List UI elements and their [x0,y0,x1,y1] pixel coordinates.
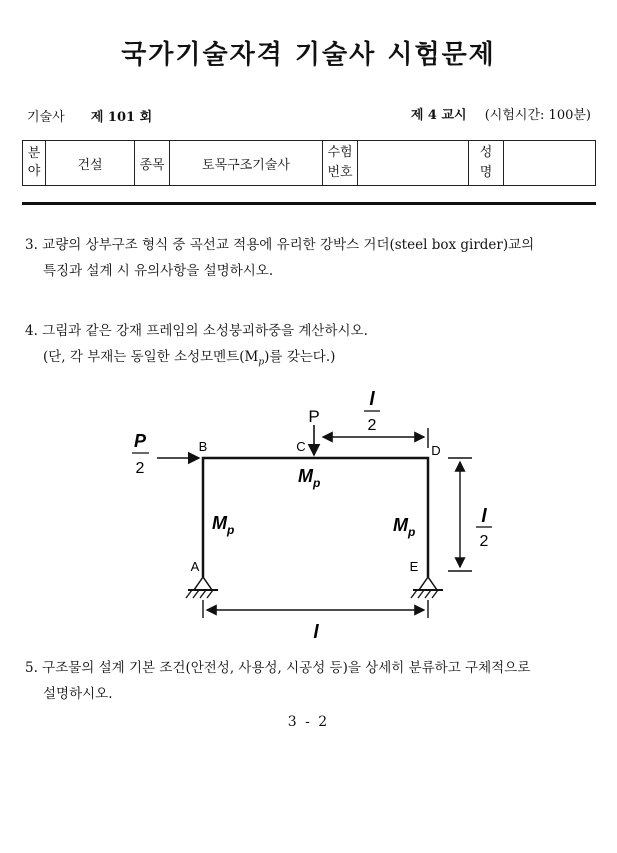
support-A [186,577,218,598]
page-title: 국가기술자격 기술사 시험문제 [121,40,496,70]
info-table [22,140,596,186]
dim-top-den: 2 [367,417,377,434]
q4-note: (단, 각 부재는 동일한 소성모멘트(M [43,349,259,365]
exam-no-label [323,141,358,186]
category-value: 토목구조기술사 [170,141,323,186]
exam-session: 제 4 교시 [410,108,467,123]
dim-right-den: 2 [479,533,489,550]
dim-right-num: l [481,506,487,527]
field-label-text: 분야 [27,146,41,179]
exam-no-label-2: 번호 [327,165,353,180]
load-h-den: 2 [135,460,145,477]
q3-line1: 3. 교량의 상부구조 형식 중 곡선교 적용에 유리한 강박스 거더(steel box girder)교의 [25,237,535,253]
question-4 [25,318,605,376]
name-label [469,141,504,186]
node-D: D [431,443,441,458]
dim-bottom: l [313,622,319,643]
node-A: A [190,559,200,574]
load-h-num: P [133,431,147,451]
frame-figure [0,380,617,650]
divider-line [22,202,596,205]
name-value[interactable] [504,141,596,186]
exam-header-right [411,104,591,123]
exam-time: (시험시간: 100분) [484,108,591,123]
page-number: 3 - 2 [287,714,330,730]
field-value: 건설 [46,141,135,186]
load-P: P [308,407,320,426]
q5-line2: 설명하시오. [43,686,113,702]
category-label: 종목 [135,141,170,186]
q4-line2 [25,344,605,376]
exam-no-label-1: 수험 [327,145,353,160]
node-C: C [296,439,306,454]
node-E: E [409,559,419,574]
q4-note-sub: p [258,357,265,368]
dim-top-num: l [369,389,375,410]
q3-line2: 특징과 설계 시 유의사항을 설명하시오. [43,263,274,279]
exam-round: 제 101 회 [90,110,153,125]
name-label-2: 명 [479,165,493,180]
mp-right: $M_p$ [393,515,416,539]
name-label-1: 성 [479,145,493,160]
question-3 [25,232,605,284]
mp-left: $M_p$ [212,513,235,537]
q5-line1: 5. 구조물의 설계 기본 조건(안전성, 사용성, 시공성 등)을 상세히 분류하고 구체적으로 [25,660,531,676]
exam-header-left [27,106,152,125]
q4-note-end: )를 갖는다.) [264,349,336,365]
mp-beam: $M_p$ [298,466,321,490]
support-E [411,577,443,598]
field-label [23,141,46,186]
node-B: B [198,439,208,454]
exam-no-value[interactable] [358,141,469,186]
question-5 [25,655,605,707]
q4-line1: 4. 그림과 같은 강재 프레임의 소성붕괴하중을 계산하시오. [25,323,368,339]
exam-type: 기술사 [27,110,65,125]
